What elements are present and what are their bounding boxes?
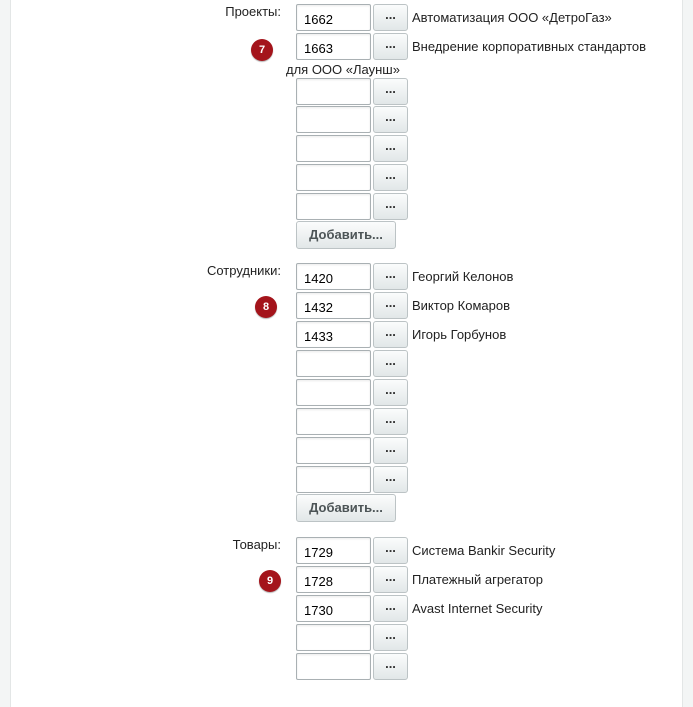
project-pick-button[interactable]: ...	[373, 135, 408, 162]
projects-label: Проекты:	[225, 4, 281, 19]
step-badge-7: 7	[251, 39, 273, 61]
project-id-input[interactable]	[296, 164, 371, 191]
products-label: Товары:	[232, 537, 281, 552]
employees-label: Сотрудники:	[206, 263, 281, 278]
project-name: Автоматизация ООО «ДетроГаз»	[412, 10, 612, 25]
add-employee-button[interactable]: Добавить...	[296, 494, 396, 522]
employee-pick-button[interactable]: ...	[373, 466, 408, 493]
product-name: Avast Internet Security	[412, 601, 543, 616]
add-project-button[interactable]: Добавить...	[296, 221, 396, 249]
employee-id-input[interactable]	[296, 350, 371, 377]
product-id-input[interactable]	[296, 624, 371, 651]
employee-pick-button[interactable]: ...	[373, 321, 408, 348]
product-name: Система Bankir Security	[412, 543, 556, 558]
employee-name: Виктор Комаров	[412, 298, 510, 313]
product-pick-button[interactable]: ...	[373, 537, 408, 564]
project-pick-button[interactable]: ...	[373, 164, 408, 191]
employee-pick-button[interactable]: ...	[373, 408, 408, 435]
step-badge-8: 8	[255, 296, 277, 318]
employee-id-input[interactable]	[296, 321, 371, 348]
product-pick-button[interactable]: ...	[373, 653, 408, 680]
project-id-input[interactable]	[296, 135, 371, 162]
project-id-input[interactable]	[296, 193, 371, 220]
project-pick-button[interactable]: ...	[373, 193, 408, 220]
product-pick-button[interactable]: ...	[373, 566, 408, 593]
employee-name: Георгий Келонов	[412, 269, 514, 284]
project-pick-button[interactable]: ...	[373, 78, 408, 105]
employee-pick-button[interactable]: ...	[373, 350, 408, 377]
employee-id-input[interactable]	[296, 292, 371, 319]
product-id-input[interactable]	[296, 653, 371, 680]
employee-pick-button[interactable]: ...	[373, 379, 408, 406]
employee-id-input[interactable]	[296, 379, 371, 406]
project-id-input[interactable]	[296, 33, 371, 60]
project-pick-button[interactable]: ...	[373, 106, 408, 133]
employee-id-input[interactable]	[296, 263, 371, 290]
product-id-input[interactable]	[296, 537, 371, 564]
project-name-continued: для ООО «Лаунш»	[286, 62, 400, 77]
project-name: Внедрение корпоративных стандартов	[412, 39, 647, 54]
form-panel	[10, 0, 683, 707]
step-badge-9: 9	[259, 570, 281, 592]
project-id-input[interactable]	[296, 78, 371, 105]
project-id-input[interactable]	[296, 4, 371, 31]
employee-name: Игорь Горбунов	[412, 327, 507, 342]
employee-pick-button[interactable]: ...	[373, 292, 408, 319]
product-pick-button[interactable]: ...	[373, 595, 408, 622]
project-pick-button[interactable]: ...	[373, 33, 408, 60]
product-id-input[interactable]	[296, 566, 371, 593]
project-pick-button[interactable]: ...	[373, 4, 408, 31]
project-id-input[interactable]	[296, 106, 371, 133]
employee-pick-button[interactable]: ...	[373, 437, 408, 464]
employee-id-input[interactable]	[296, 437, 371, 464]
product-name: Платежный агрегатор	[412, 572, 543, 587]
employee-pick-button[interactable]: ...	[373, 263, 408, 290]
employee-id-input[interactable]	[296, 466, 371, 493]
product-pick-button[interactable]: ...	[373, 624, 408, 651]
product-id-input[interactable]	[296, 595, 371, 622]
employee-id-input[interactable]	[296, 408, 371, 435]
